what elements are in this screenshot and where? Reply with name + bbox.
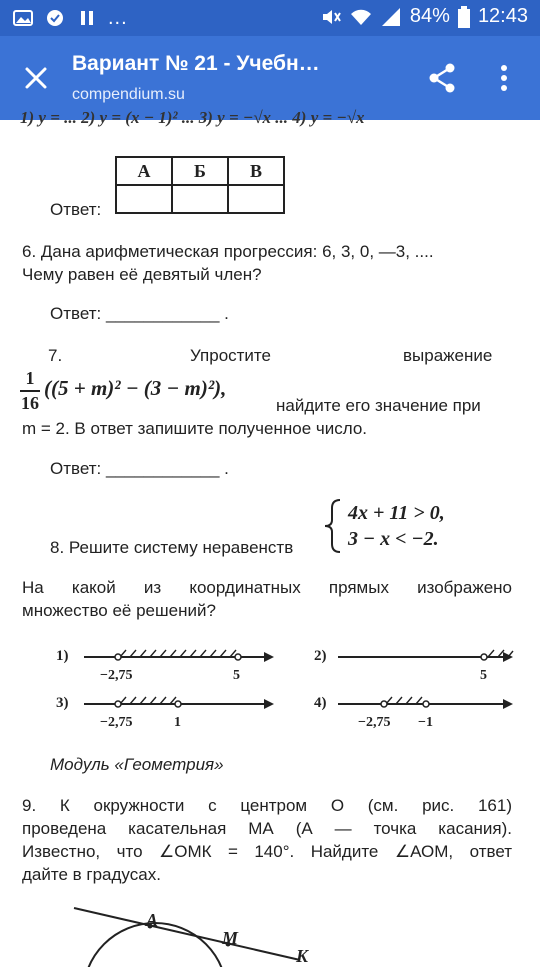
question-8-text: 8. Решите систему неравенств: [50, 538, 294, 557]
more-notifications-indicator: ...: [108, 7, 128, 29]
battery-icon: [458, 6, 470, 28]
cut-formula-line: 1) y = ... 2) y = (x − 1)² ... 3) y = −√x ... 4) y = −√x: [20, 108, 365, 127]
number-line-1[interactable]: [84, 646, 274, 668]
tick-label: −2,75: [358, 715, 391, 730]
question-7-number: 7.: [48, 346, 63, 365]
fraction: [20, 368, 40, 414]
math-expression: ((5 + m)² − (3 − m)²),: [44, 376, 227, 400]
wifi-icon: [350, 6, 372, 28]
answer-line: Ответ: ____________ .: [50, 459, 229, 478]
share-icon[interactable]: [424, 60, 460, 96]
question-7-word: Упростите: [190, 346, 271, 365]
system-brace: [322, 498, 344, 554]
close-icon[interactable]: [18, 60, 54, 96]
figure-label: A: [146, 910, 159, 930]
answer-label: Ответ:: [50, 200, 102, 219]
geometry-figure: [60, 900, 320, 960]
table-cell: [172, 185, 228, 213]
question-9-line: проведена касательная МА (А — точка касания).: [22, 819, 512, 838]
table-cell: [228, 185, 284, 213]
image-notification-icon: [12, 7, 34, 29]
signal-icon: [380, 6, 402, 28]
table-header: А: [116, 157, 172, 185]
question-7-line-3: m = 2. В ответ запишите полученное число.: [22, 419, 368, 438]
battery-percent: 84%: [409, 5, 450, 27]
settings-notification-icon: [44, 7, 66, 29]
table-header: В: [228, 157, 284, 185]
tick-label: 5: [233, 668, 240, 683]
pause-notification-icon: [76, 7, 98, 29]
question-7-tail: найдите его значение при: [276, 396, 481, 415]
tick-label: −2,75: [100, 668, 133, 683]
status-bar: [0, 0, 540, 36]
fraction-numerator: 1: [25, 368, 35, 388]
module-heading: Модуль «Геометрия»: [50, 755, 224, 774]
table-cell: [116, 185, 172, 213]
option-label[interactable]: 3): [56, 695, 69, 711]
question-8-prompt: множество её решений?: [22, 601, 216, 620]
question-6-line-2: Чему равен её девятый член?: [22, 265, 262, 284]
inequality: 3 − x < −2.: [348, 528, 439, 550]
option-label[interactable]: 1): [56, 648, 69, 664]
page-title: Вариант № 21 - Учебн…: [72, 52, 320, 75]
tick-label: −2,75: [100, 715, 133, 730]
option-label[interactable]: 2): [314, 648, 327, 664]
question-9-line: дайте в градусах.: [22, 865, 161, 884]
page-content: [0, 108, 540, 966]
answer-table: [115, 156, 285, 214]
page-url: compendium.su: [72, 86, 185, 103]
question-6-line-1: 6. Дана арифметическая прогрессия: 6, 3, 0, —3, ....: [22, 242, 434, 261]
question-9-line: Известно, что ∠ОМК = 140°. Найдите ∠АОМ, ответ: [22, 842, 512, 861]
number-line-4[interactable]: [338, 693, 513, 715]
tick-label: 5: [480, 668, 487, 683]
mute-icon: [320, 6, 342, 28]
table-header: Б: [172, 157, 228, 185]
inequality: 4x + 11 > 0,: [348, 502, 445, 524]
answer-line: Ответ: ____________ .: [50, 304, 229, 323]
tick-label: −1: [418, 715, 433, 730]
figure-label: K: [296, 946, 309, 966]
question-9-line: 9. К окружности с центром О (см. рис. 161): [22, 796, 512, 815]
fraction-denominator: 16: [21, 393, 39, 413]
tick-label: 1: [174, 715, 181, 730]
fraction-bar: [20, 390, 40, 392]
figure-label: M: [222, 928, 239, 948]
more-vert-icon[interactable]: [486, 60, 522, 96]
clock: 12:43: [477, 5, 528, 27]
number-line-3[interactable]: [84, 693, 274, 715]
number-line-2[interactable]: [338, 646, 513, 668]
question-8-prompt: На какой из координатных прямых изображено: [22, 578, 512, 597]
option-label[interactable]: 4): [314, 695, 327, 711]
question-7-word: выражение: [403, 346, 493, 365]
